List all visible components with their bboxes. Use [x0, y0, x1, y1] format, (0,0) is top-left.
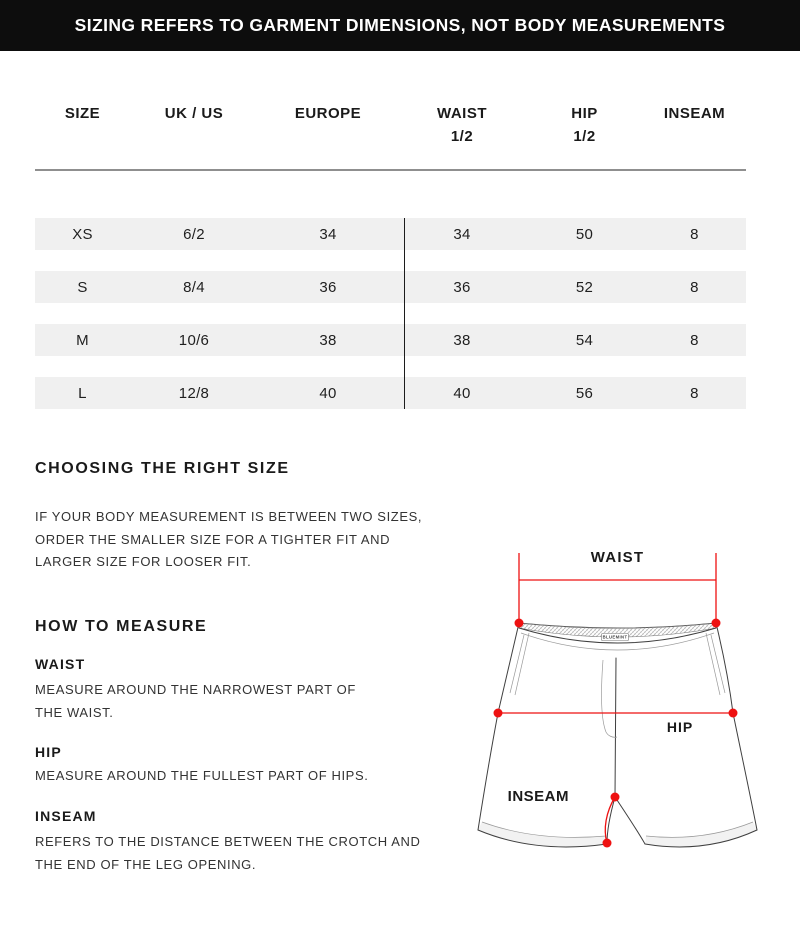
column-header-waist: WAIST 1/2: [437, 105, 487, 145]
measure-def-hip: MEASURE AROUND THE FULLEST PART OF HIPS.: [35, 768, 369, 783]
measure-def-inseam: REFERS TO THE DISTANCE BETWEEN THE CROTCH AND THE END OF THE LEG OPENING.: [35, 834, 421, 872]
size-table-header: [35, 102, 746, 148]
measure-term-waist: WAIST: [35, 656, 86, 672]
left-hem-shading: [478, 822, 607, 847]
table-cell: 36: [319, 278, 337, 296]
table-cell: 56: [575, 384, 594, 402]
how-to-measure-heading: HOW TO MEASURE: [35, 618, 208, 635]
measure-term-hip: HIP: [35, 744, 62, 760]
table-row-l: [35, 377, 746, 409]
hip-left-dot: [494, 709, 503, 718]
waist-right-dot: [712, 619, 721, 628]
table-cell: 34: [319, 225, 337, 243]
inseam-bottom-dot: [603, 839, 612, 848]
notice-banner: [0, 0, 800, 51]
table-cell: 54: [575, 331, 594, 349]
table-cell: 8/4: [183, 278, 205, 296]
fly-and-pockets: [510, 633, 725, 797]
table-row-xs: [35, 218, 746, 250]
table-cell: 38: [319, 331, 337, 349]
inseam-measure-curve: [603, 793, 620, 848]
table-cell: 36: [453, 278, 471, 296]
table-cell: 10/6: [178, 331, 210, 349]
measure-def-waist: MEASURE AROUND THE NARROWEST PART OF THE WAIST.: [35, 682, 356, 720]
table-cell: 8: [690, 331, 699, 349]
column-header-hip: HIP 1/2: [571, 105, 598, 145]
table-cell: S: [77, 278, 88, 296]
choosing-size-heading: CHOOSING THE RIGHT SIZE: [35, 460, 290, 477]
brand-label-text: BLUEMINT: [602, 634, 628, 640]
brand-label: [602, 634, 629, 641]
table-cell: L: [78, 384, 87, 402]
column-header-inseam: INSEAM: [663, 105, 726, 122]
table-cell: XS: [72, 225, 93, 243]
table-cell: 12/8: [178, 384, 210, 402]
shorts-sketch: [465, 540, 795, 910]
table-cell: 6/2: [183, 225, 205, 243]
hip-label: HIP: [666, 719, 694, 735]
shorts-measurement-diagram: [465, 540, 795, 910]
header-divider-rule: [35, 169, 746, 171]
table-row-s: [35, 271, 746, 303]
table-cell: 8: [690, 278, 699, 296]
table-cell: 8: [690, 225, 699, 243]
shorts-outline: [478, 623, 757, 847]
inseam-label: INSEAM: [507, 788, 569, 805]
table-cell: M: [76, 331, 89, 349]
table-cell: 40: [453, 384, 471, 402]
hip-right-dot: [729, 709, 738, 718]
table-cell: 52: [575, 278, 594, 296]
table-vertical-divider: [404, 218, 405, 409]
waist-label: WAIST: [590, 549, 645, 566]
right-hem-shading: [645, 822, 757, 847]
table-cell: 50: [575, 225, 594, 243]
notice-banner-text: SIZING REFERS TO GARMENT DIMENSIONS, NOT BODY MEASUREMENTS: [74, 15, 726, 35]
choosing-size-body: IF YOUR BODY MEASUREMENT IS BETWEEN TWO SIZES, ORDER THE SMALLER SIZE FOR A TIGHTER FIT AND LARGER SIZE FOR LOOSER FIT.: [35, 509, 423, 569]
column-header-europe: EUROPE: [294, 105, 362, 122]
inseam-top-dot: [611, 793, 620, 802]
table-cell: 8: [690, 384, 699, 402]
column-header-size: SIZE: [64, 105, 101, 122]
measure-term-inseam: INSEAM: [35, 808, 97, 824]
table-row-m: [35, 324, 746, 356]
table-cell: 34: [453, 225, 471, 243]
table-cell: 40: [319, 384, 337, 402]
waist-left-dot: [515, 619, 524, 628]
column-header-uk-us: UK / US: [164, 105, 224, 122]
table-cell: 38: [453, 331, 471, 349]
